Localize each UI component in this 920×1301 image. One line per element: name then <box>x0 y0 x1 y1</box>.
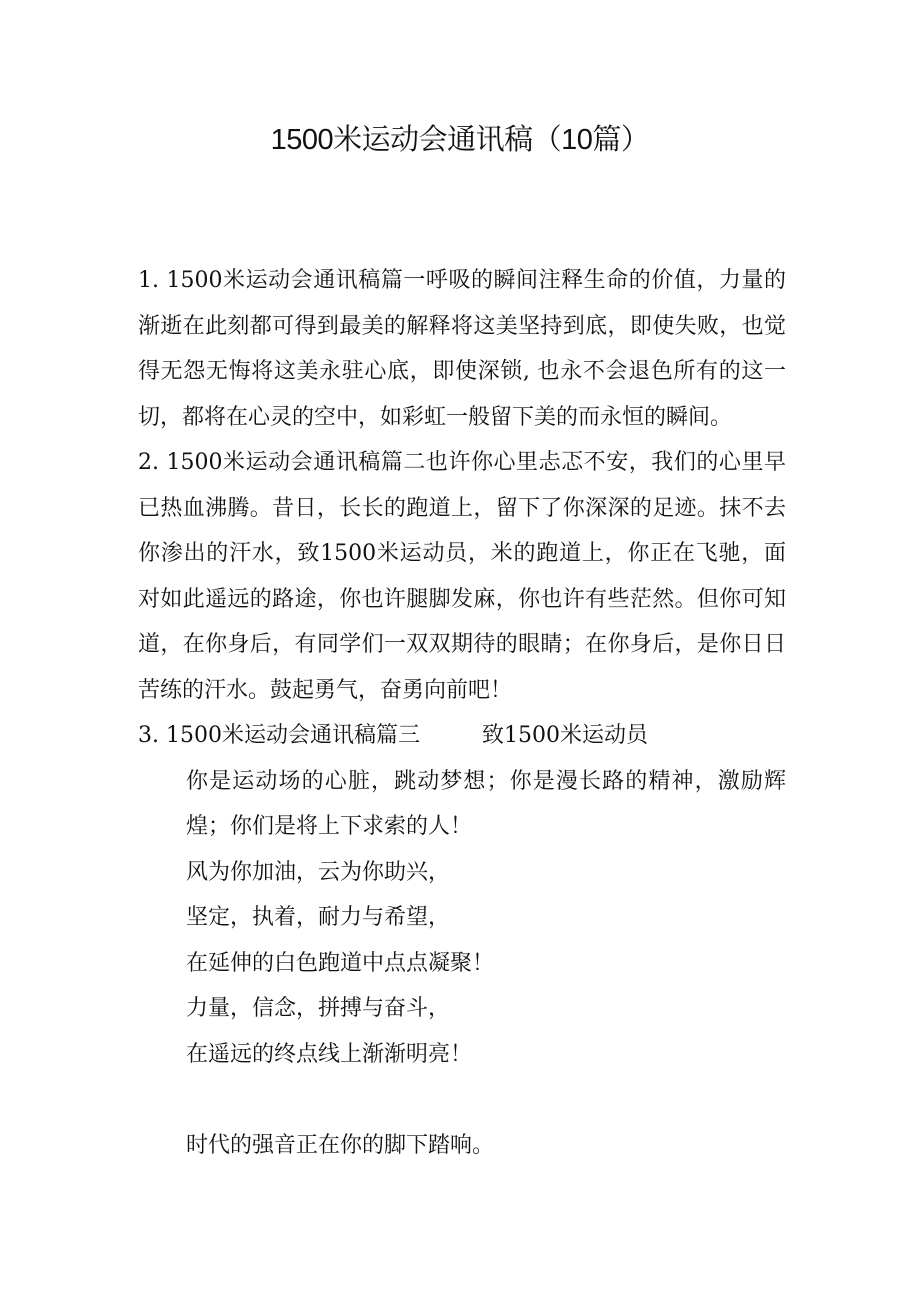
section-3-heading-line <box>138 713 786 759</box>
poem-line: 风为你加油，云为你助兴， <box>186 859 451 885</box>
section-1-paragraph: 1. 1500米运动会通讯稿篇一呼吸的瞬间注释生命的价值，力量的渐逝在此刻都可得到最美的解释将这美坚持到底，即使失败，也觉得无怨无悔将这美永驻心底，即使深锁, 也永不会退色所有的这一切，都将在心灵的空中，如彩虹一般留下美的而永恒的瞬间。 <box>138 268 786 430</box>
poem-line: 在延伸的白色跑道中点点凝聚！ <box>186 950 495 976</box>
poem-closing-line: 时代的强音正在你的脚下踏响。 <box>186 1132 495 1158</box>
blank-line <box>186 1077 786 1123</box>
section-2-paragraph: 2. 1500米运动会通讯稿篇二也许你心里忐忑不安，我们的心里早已热血沸腾。昔日，长长的跑道上，留下了你深深的足迹。抹不去你渗出的汗水，致1500米运动员，米的跑道上，你正在飞驰，面对如此遥远的路途，你也许腿脚发麻，你也许有些茫然。但你可知道，在你身后，有同学们一双双期待的眼睛；在你身后，是你日日苦练的汗水。鼓起勇气，奋勇向前吧！ <box>138 450 786 703</box>
poem-line: 坚定，执着，耐力与希望， <box>186 905 451 930</box>
poem-line: 在遥远的终点线上渐渐明亮！ <box>186 1041 473 1067</box>
section-3-subheading: 致1500米运动员 <box>481 723 648 748</box>
poem <box>138 759 786 1169</box>
poem-line: 力量，信念，拼搏与奋斗， <box>186 996 451 1021</box>
document-body <box>138 258 786 1168</box>
document-title: 1500米运动会通讯稿（10篇） <box>270 124 650 156</box>
poem-line: 你是运动场的心脏，跳动梦想；你是漫长路的精神，激励辉煌；你们是将上下求索的人！ <box>186 768 786 839</box>
section-3-heading: 3. 1500米运动会通讯稿篇三 <box>138 723 420 748</box>
